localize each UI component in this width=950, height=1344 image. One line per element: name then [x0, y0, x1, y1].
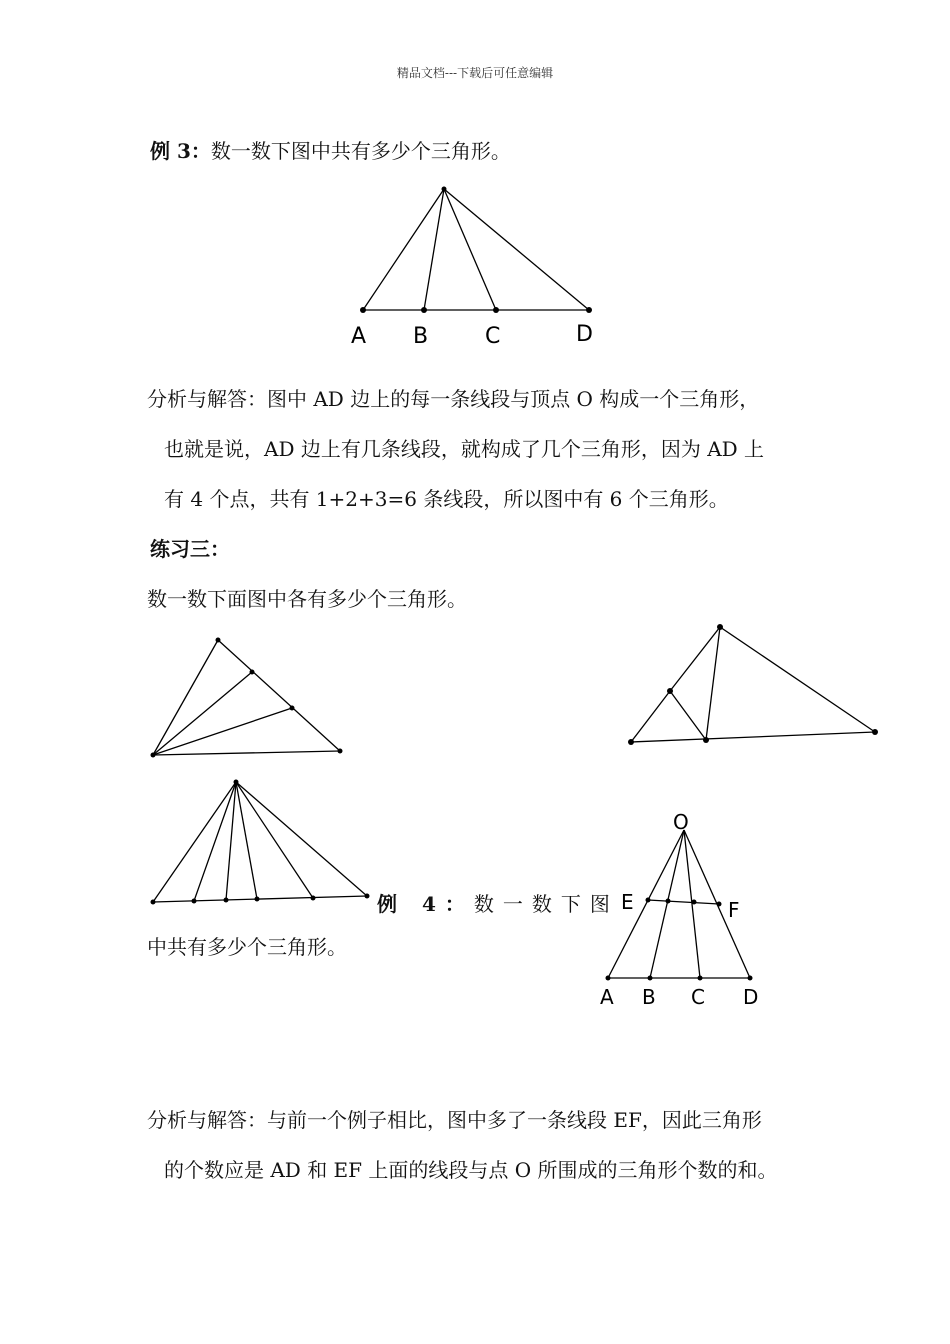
point-label-a2: A	[600, 985, 614, 1009]
example3-figure	[351, 187, 593, 350]
point-label-a: A	[351, 324, 367, 349]
practice-figure-2	[628, 624, 878, 745]
point-label-f: F	[728, 898, 740, 922]
example3-label: 例 3：	[150, 139, 211, 163]
practice-figure-3	[151, 780, 370, 905]
practice3-title: 练习三：	[150, 537, 230, 561]
analysis2-line2: 的个数应是 AD 和 EF 上面的线段与点 O 所围成的三角形个数的和。	[164, 1158, 778, 1182]
point-label-b2: B	[642, 985, 656, 1009]
analysis2-line1: 分析与解答：与前一个例子相比，图中多了一条线段 EF，因此三角形	[147, 1108, 762, 1132]
page-header: 精品文档---下载后可任意编辑	[396, 66, 554, 80]
point-label-d2: D	[743, 985, 759, 1009]
point-label-d: D	[576, 322, 593, 347]
example4-question-part2: 中共有多少个三角形。	[147, 935, 347, 959]
point-label-o: O	[673, 810, 689, 834]
example4-label: 例 4：	[377, 892, 474, 916]
analysis1-line3: 有 4 个点，共有 1+2+3=6 条线段，所以图中有 6 个三角形。	[164, 487, 729, 511]
example3-question: 数一数下图中共有多少个三角形。	[210, 139, 511, 163]
practice3-instruction: 数一数下面图中各有多少个三角形。	[147, 587, 467, 611]
point-label-e: E	[621, 890, 634, 914]
point-label-c2: C	[691, 985, 705, 1009]
practice-figure-1	[151, 638, 343, 758]
example4-figure	[600, 810, 758, 1009]
point-label-c: C	[485, 324, 501, 349]
example4-heading	[377, 892, 619, 916]
point-label-b: B	[413, 324, 429, 349]
analysis1-line2: 也就是说，AD 边上有几条线段，就构成了几个三角形，因为 AD 上	[164, 437, 765, 461]
example4-question-part1: 数一数下图	[473, 892, 619, 916]
analysis1-line1: 分析与解答：图中 AD 边上的每一条线段与顶点 O 构成一个三角形，	[147, 387, 760, 411]
